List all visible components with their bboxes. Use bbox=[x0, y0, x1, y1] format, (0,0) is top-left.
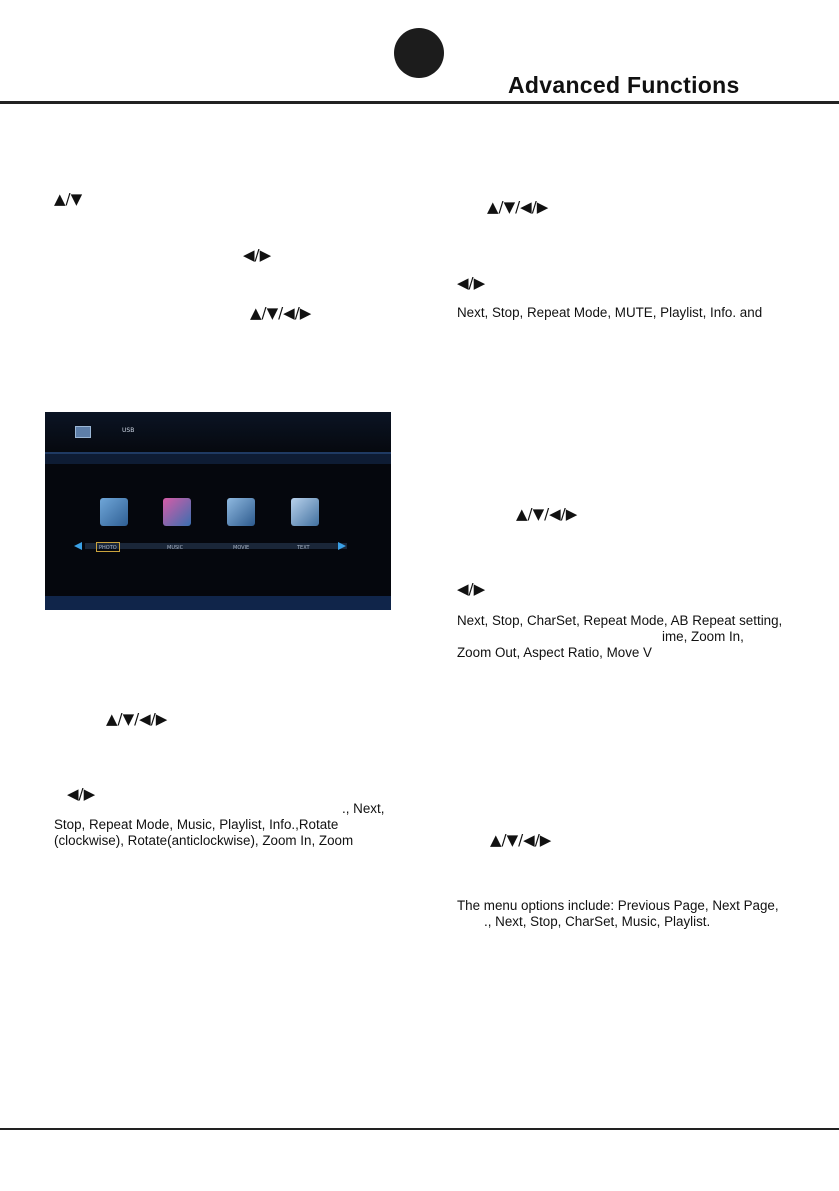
left-right-arrows-icon: ◀/▶ bbox=[67, 785, 96, 803]
photo-options-line-3: (clockwise), Rotate(anticlockwise), Zoom In, Zoom bbox=[54, 833, 354, 848]
menu-item-movie[interactable]: MOVIE bbox=[233, 545, 250, 551]
page-title: Advanced Functions bbox=[508, 72, 740, 98]
movie-icon bbox=[227, 498, 255, 526]
usb-menu-screenshot bbox=[45, 412, 391, 610]
all-direction-arrows-icon: ▲/▼/◀/▶ bbox=[490, 831, 552, 849]
left-right-arrows-icon: ◀/▶ bbox=[243, 246, 272, 264]
left-right-arrows-icon: ◀/▶ bbox=[457, 580, 486, 598]
all-direction-arrows-icon: ▲/▼/◀/▶ bbox=[250, 304, 312, 322]
movie-options-line-3: Zoom Out, Aspect Ratio, Move V bbox=[457, 645, 652, 660]
page-number-circle bbox=[394, 28, 444, 78]
all-direction-arrows-icon: ▲/▼/◀/▶ bbox=[516, 505, 578, 523]
text-options-line-2: ., Next, Stop, CharSet, Music, Playlist. bbox=[484, 914, 711, 929]
screen-secondary-band bbox=[45, 454, 391, 464]
all-direction-arrows-icon: ▲/▼/◀/▶ bbox=[487, 198, 549, 216]
usb-icon bbox=[75, 426, 91, 438]
movie-options-line-2: ime, Zoom In, bbox=[662, 629, 744, 644]
music-icon bbox=[163, 498, 191, 526]
photo-options-line-2: Stop, Repeat Mode, Music, Playlist, Info.,Rotate bbox=[54, 817, 339, 832]
left-right-arrows-icon: ◀/▶ bbox=[457, 274, 486, 292]
up-down-arrows-icon: ▲/▼ bbox=[54, 190, 83, 208]
text-icon bbox=[291, 498, 319, 526]
photo-icon bbox=[100, 498, 128, 526]
footer-divider bbox=[0, 1128, 839, 1130]
music-options-line: Next, Stop, Repeat Mode, MUTE, Playlist, Info. and bbox=[457, 305, 763, 320]
header-divider bbox=[0, 101, 839, 104]
menu-item-text[interactable]: TEXT bbox=[297, 545, 310, 551]
photo-options-line-1: ., Next, bbox=[342, 801, 385, 816]
menu-item-music[interactable]: MUSIC bbox=[167, 545, 184, 551]
arrow-left-icon[interactable] bbox=[74, 542, 82, 550]
screen-top-band bbox=[45, 412, 391, 452]
arrow-right-icon[interactable] bbox=[338, 542, 346, 550]
movie-options-line-1: Next, Stop, CharSet, Repeat Mode, AB Repeat setting, bbox=[457, 613, 783, 628]
usb-label: USB bbox=[122, 427, 135, 434]
text-options-line-1: The menu options include: Previous Page, Next Page, bbox=[457, 898, 779, 913]
all-direction-arrows-icon: ▲/▼/◀/▶ bbox=[106, 710, 168, 728]
screen-bottom-band bbox=[45, 596, 391, 610]
menu-item-photo[interactable]: PHOTO bbox=[99, 545, 117, 551]
